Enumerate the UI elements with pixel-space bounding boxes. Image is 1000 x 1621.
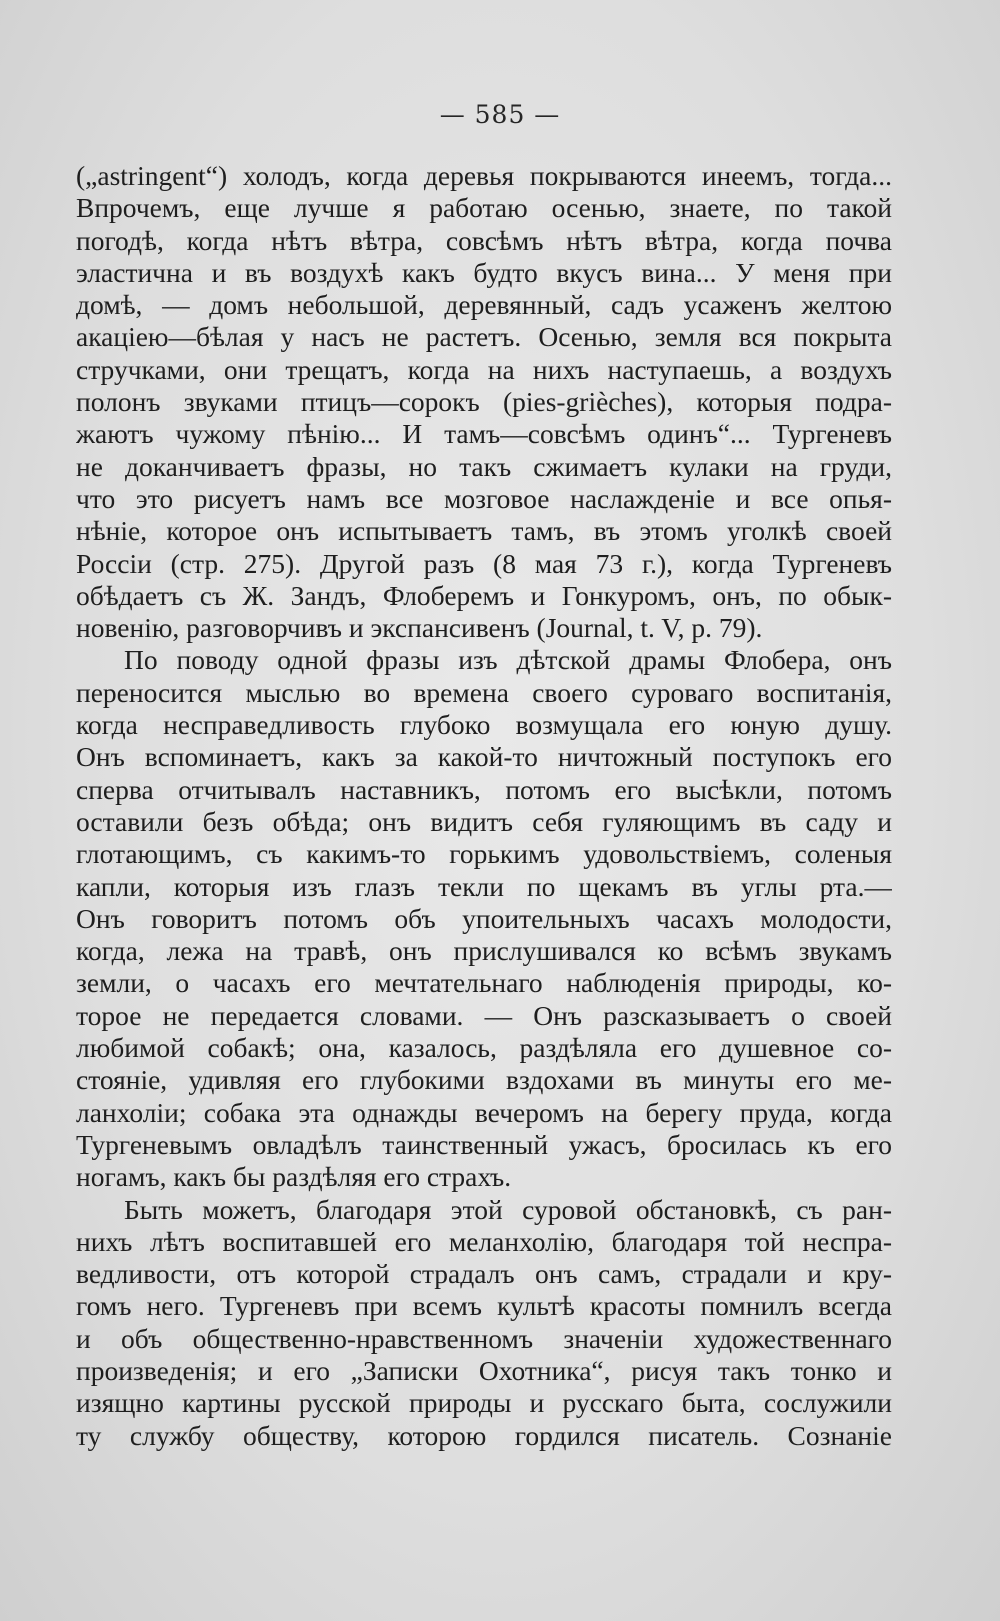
text-line: капли, которыя изъ глазъ текли по щекамъ въ углы рта.— (76, 870, 892, 902)
text-line: и объ общественно-нравственномъ значеніи художественнаго (76, 1322, 892, 1354)
text-line: („astringent“) холодъ, когда деревья покрываются инеемъ, тогда... (76, 160, 892, 191)
text-line: что это рисуетъ намъ все мозговое наслажденіе и все опья- (76, 482, 892, 514)
text-line: не доканчиваетъ фразы, но такъ сжимаетъ кулаки на груди, (76, 450, 892, 482)
text-line: Впрочемъ, еще лучше я работаю осенью, знаете, по такой (76, 192, 892, 224)
text-line: ногамъ, какъ бы раздѣляя его страхъ. (76, 1161, 512, 1193)
body-text (76, 160, 892, 1452)
text-line: жаютъ чужому пѣнію... И тамъ—совсѣмъ одинъ“... Тургеневъ (76, 418, 892, 450)
text-line: стояніе, удивляя его глубокими вздохами въ минуты его ме- (76, 1064, 892, 1096)
text-line: нихъ лѣтъ воспитавшей его меланхолію, благодаря той неспра- (76, 1225, 892, 1257)
paragraph (76, 160, 892, 644)
text-line: переносится мыслью во времена своего суроваго воспитанія, (76, 676, 892, 708)
text-line: акаціею—бѣлая у насъ не растетъ. Осенью, земля вся покрыта (76, 321, 892, 353)
text-line: торое не передается словами. — Онъ разсказываетъ о своей (76, 999, 892, 1031)
text-line: глотающимъ, съ какимъ-то горькимъ удовольствіемъ, соленыя (76, 838, 892, 870)
text-line: земли, о часахъ его мечтательнаго наблюденія природы, ко- (76, 967, 892, 999)
text-line: новенію, разговорчивъ и экспансивенъ (Journal, t. V, p. 79). (76, 612, 763, 644)
text-line: По поводу одной фразы изъ дѣтской драмы Флобера, онъ (124, 644, 892, 676)
text-line: домѣ, — домъ небольшой, деревянный, садъ усаженъ желтою (76, 289, 892, 321)
text-line: когда, лежа на травѣ, онъ прислушивался ко всѣмъ звукамъ (76, 935, 892, 967)
text-line: произведенія; и его „Записки Охотника“, рисуя такъ тонко и (76, 1354, 892, 1386)
text-line: любимой собакѣ; она, казалось, раздѣляла его душевное со- (76, 1032, 892, 1064)
text-line: стручками, они трещатъ, когда на нихъ наступаешь, а воздухъ (76, 353, 892, 385)
paragraph (76, 644, 892, 1193)
text-line: изящно картины русской природы и русскаго быта, сослужили (76, 1387, 892, 1419)
text-line: Тургеневымъ овладѣлъ таинственный ужасъ, бросилась къ его (76, 1128, 892, 1160)
text-line: гомъ него. Тургеневъ при всемъ культѣ красоты помнилъ всегда (76, 1290, 892, 1322)
text-line: оставили безъ обѣда; онъ видитъ себя гуляющимъ въ саду и (76, 805, 892, 837)
text-line: когда несправедливость глубоко возмущала его юную душу. (76, 709, 892, 741)
text-line: ведливости, отъ которой страдалъ онъ самъ, страдали и кру- (76, 1258, 892, 1290)
paragraph (76, 1194, 892, 1452)
text-line: ланхоліи; собака эта однажды вечеромъ на берегу пруда, когда (76, 1096, 892, 1128)
text-line: Россіи (стр. 275). Другой разъ (8 мая 73 г.), когда Тургеневъ (76, 547, 892, 579)
text-line: погодѣ, когда нѣтъ вѣтра, совсѣмъ нѣтъ вѣтра, когда почва (76, 224, 892, 256)
text-line: эластична и въ воздухѣ какъ будто вкусъ вина... У меня при (76, 256, 892, 288)
text-line: обѣдаетъ съ Ж. Зандъ, Флоберемъ и Гонкуромъ, онъ, по обык- (76, 579, 892, 611)
page-number: — 585 — (439, 100, 561, 129)
text-line: Быть можетъ, благодаря этой суровой обстановкѣ, съ ран- (124, 1193, 892, 1225)
text-line: нѣніе, которое онъ испытываетъ тамъ, въ этомъ уголкѣ своей (76, 515, 892, 547)
text-line: полонъ звуками птицъ—сорокъ (pies-grièches), которыя подра- (76, 386, 892, 418)
text-line: Онъ вспоминаетъ, какъ за какой-то ничтожный поступокъ его (76, 741, 892, 773)
text-line: Онъ говоритъ потомъ объ упоительныхъ часахъ молодости, (76, 902, 892, 934)
text-line: сперва отчитывалъ наставникъ, потомъ его высѣкли, потомъ (76, 773, 892, 805)
text-line: ту службу обществу, которою гордился писатель. Сознаніе (76, 1419, 892, 1451)
